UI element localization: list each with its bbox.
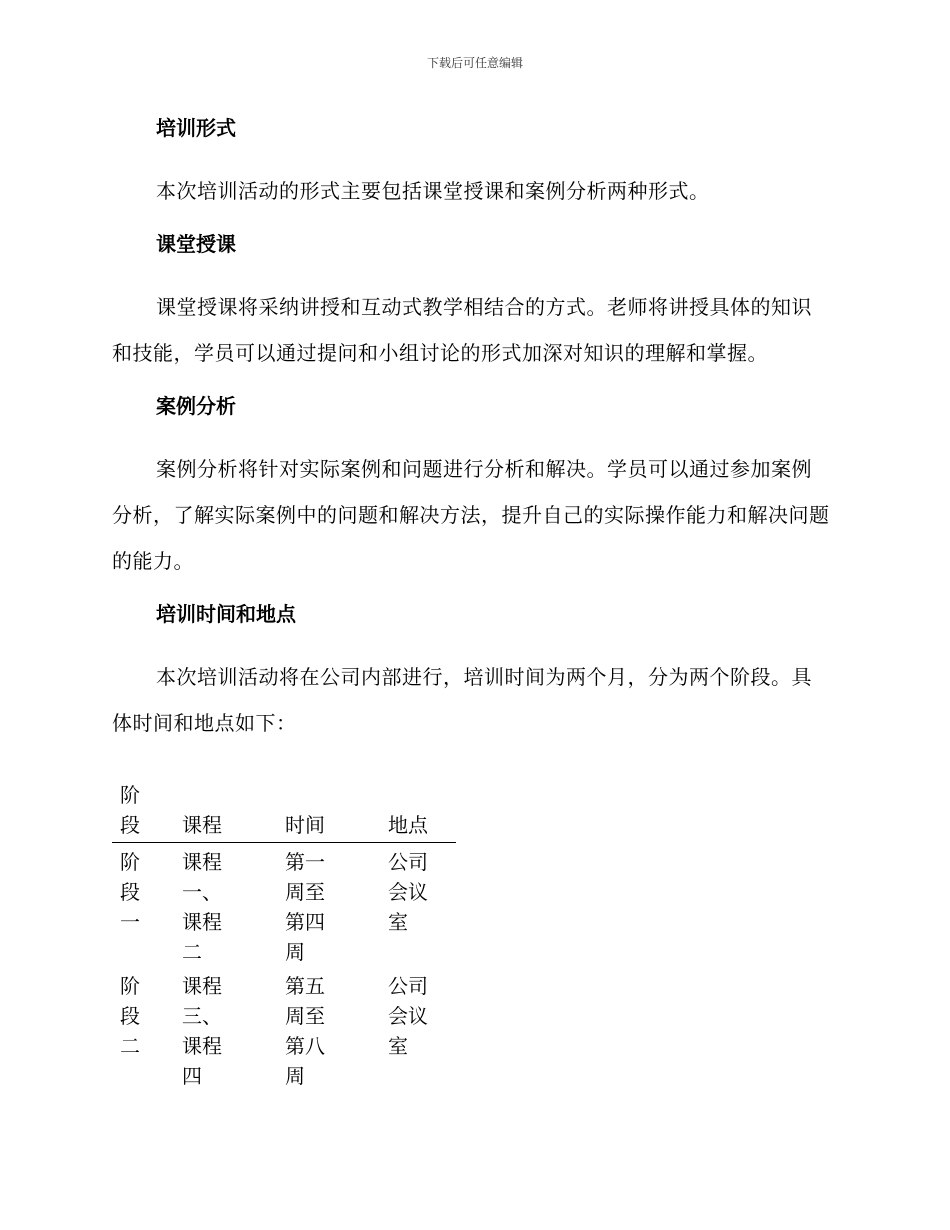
cell-stage: 阶段一: [120, 850, 140, 934]
cell-time: 第一周至第四周: [285, 850, 325, 964]
cell-place: 公司会议室: [388, 974, 428, 1058]
heading-time-location: 培训时间和地点: [156, 602, 296, 626]
heading-case-analysis: 案例分析: [156, 394, 236, 418]
heading-training-format: 培训形式: [156, 116, 236, 140]
header-time: 时间: [285, 780, 388, 843]
paragraph-case-analysis: 案例分析将针对实际案例和问题进行分析和解决。学员可以通过参加案例分析，了解实际案例中的问题和解决方法，提升自己的实际操作能力和解决问题的能力。: [112, 457, 830, 573]
cell-place: 公司会议室: [388, 850, 428, 934]
header-course: 课程: [182, 780, 285, 843]
document-body: [112, 110, 832, 1091]
header-stage: 阶段: [112, 780, 182, 843]
cell-stage: 阶段二: [120, 974, 140, 1058]
cell-course: 课程三、课程四: [182, 974, 222, 1088]
cell-time: 第五周至第八周: [285, 974, 325, 1088]
paragraph-classroom: 课堂授课将采纳讲授和互动式教学相结合的方式。老师将讲授具体的知识和技能，学员可以通过提问和小组讨论的形式加深对知识的理解和掌握。: [112, 295, 812, 365]
schedule-table: [112, 780, 456, 1091]
paragraph-time-location: 本次培训活动将在公司内部进行，培训时间为两个月，分为两个阶段。具体时间和地点如下：: [112, 665, 812, 735]
table-row: [112, 843, 456, 968]
page-header-note: 下载后可任意编辑: [426, 56, 523, 70]
cell-course: 课程一、课程二: [182, 850, 222, 964]
header-place: 地点: [388, 780, 456, 843]
table-row: [112, 967, 456, 1091]
table-header-row: [112, 780, 456, 843]
paragraph-training-format: 本次培训活动的形式主要包括课堂授课和案例分析两种形式。: [156, 179, 710, 203]
heading-classroom: 课堂授课: [156, 232, 236, 256]
